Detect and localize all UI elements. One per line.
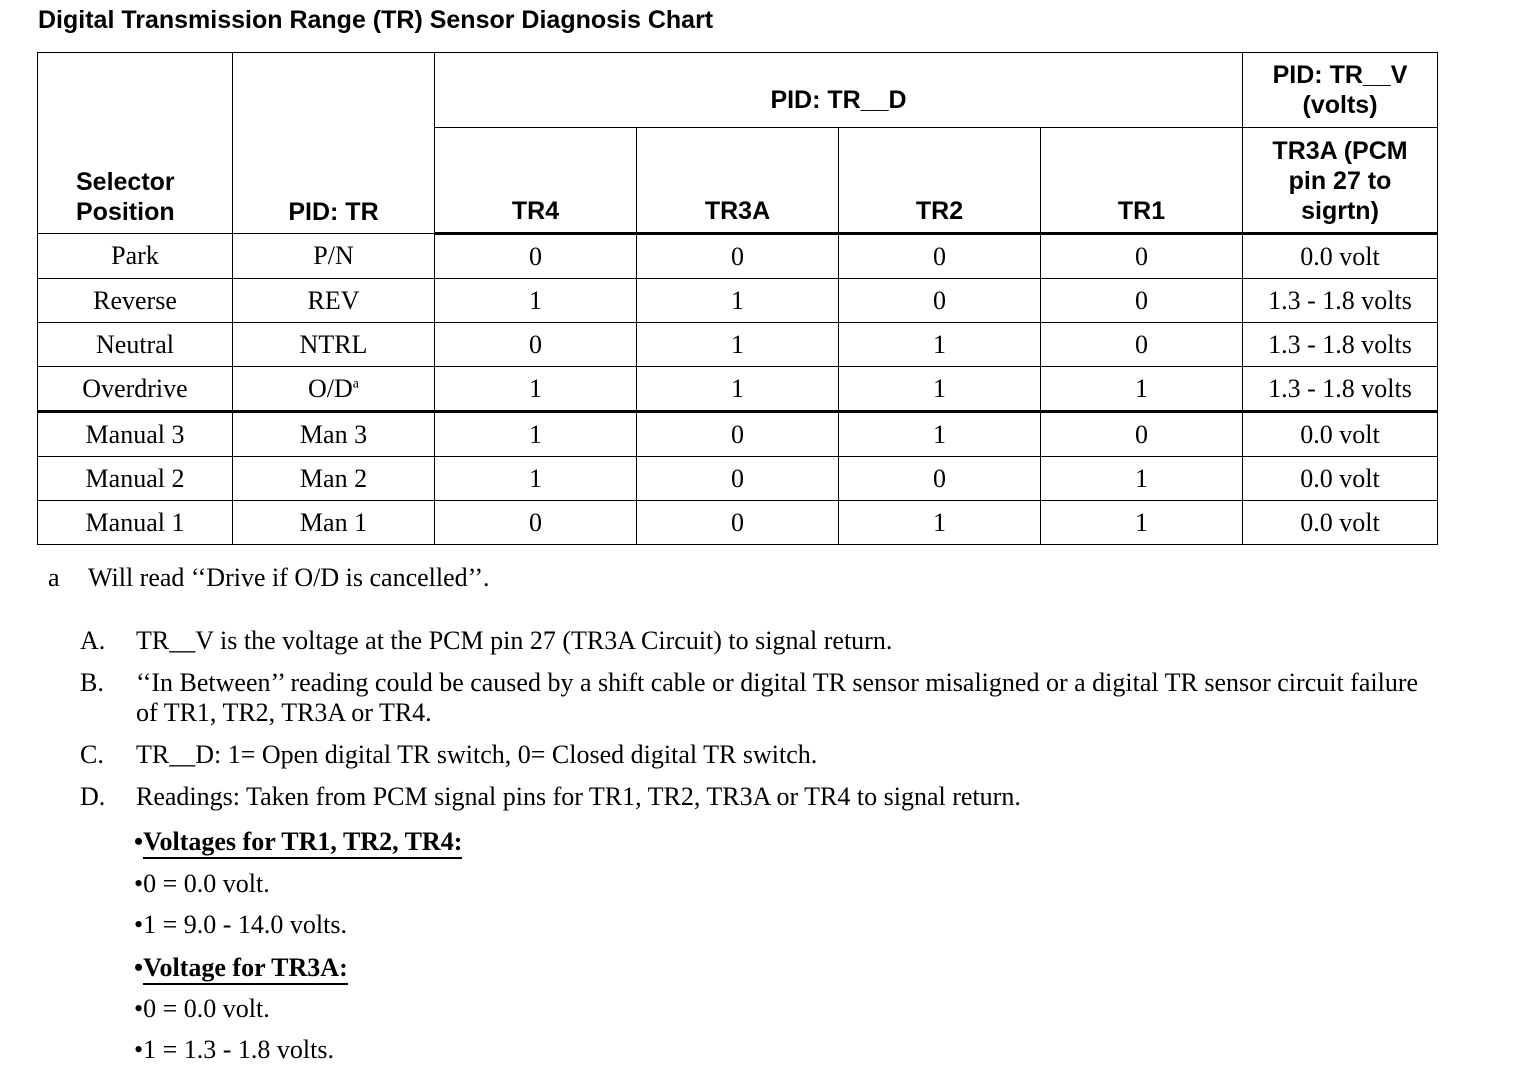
note-c: C. TR__D: 1= Open digital TR switch, 0= Closed digital TR switch. <box>80 740 818 769</box>
cell-tr2: 1 <box>839 367 1041 412</box>
cell-tr3a: 1 <box>637 323 839 367</box>
cell-tr1: 1 <box>1041 367 1243 412</box>
cell-position: Manual 2 <box>38 457 233 501</box>
cell-volts: 0.0 volt <box>1243 457 1438 501</box>
cell-volts: 1.3 - 1.8 volts <box>1243 279 1438 323</box>
voltages-tr124-zero: •0 = 0.0 volt. <box>134 869 270 898</box>
voltages-tr124-heading: •Voltages for TR1, TR2, TR4: <box>134 827 462 857</box>
cell-position: Park <box>38 234 233 279</box>
cell-tr1: 0 <box>1041 323 1243 367</box>
cell-position: Neutral <box>38 323 233 367</box>
cell-position: Reverse <box>38 279 233 323</box>
cell-tr2: 0 <box>839 234 1041 279</box>
cell-volts: 1.3 - 1.8 volts <box>1243 367 1438 412</box>
cell-tr4: 1 <box>435 457 637 501</box>
cell-pid: NTRL <box>233 323 435 367</box>
cell-tr3a: 0 <box>637 412 839 457</box>
cell-tr4: 1 <box>435 279 637 323</box>
footnote-ref: a <box>352 375 359 391</box>
cell-tr2: 0 <box>839 279 1041 323</box>
footnote <box>48 563 490 593</box>
note-d: D. Readings: Taken from PCM signal pins for TR1, TR2, TR3A or TR4 to signal return. <box>80 782 1021 811</box>
cell-tr1: 0 <box>1041 279 1243 323</box>
cell-tr4: 0 <box>435 501 637 545</box>
cell-tr1: 1 <box>1041 501 1243 545</box>
cell-pid: Man 3 <box>233 412 435 457</box>
cell-position: Overdrive <box>38 367 233 412</box>
cell-tr2: 1 <box>839 323 1041 367</box>
cell-volts: 1.3 - 1.8 volts <box>1243 323 1438 367</box>
cell-volts: 0.0 volt <box>1243 234 1438 279</box>
header-pid-tr-d: PID: TR__D <box>435 53 1243 128</box>
cell-tr2: 1 <box>839 412 1041 457</box>
cell-tr4: 0 <box>435 234 637 279</box>
cell-volts: 0.0 volt <box>1243 501 1438 545</box>
note-a: A. TR__V is the voltage at the PCM pin 27 (TR3A Circuit) to signal return. <box>80 626 893 655</box>
cell-tr1: 1 <box>1041 457 1243 501</box>
footnote-mark: a <box>48 563 60 592</box>
cell-tr3a: 0 <box>637 457 839 501</box>
header-tr2: TR2 <box>839 128 1041 234</box>
cell-tr4: 0 <box>435 323 637 367</box>
header-tr3a: TR3A <box>637 128 839 234</box>
cell-tr1: 0 <box>1041 234 1243 279</box>
footnote-text: Will read ‘‘Drive if O/D is cancelled’’. <box>88 563 490 592</box>
header-tr4: TR4 <box>435 128 637 234</box>
cell-tr2: 1 <box>839 501 1041 545</box>
table-row <box>38 412 1438 457</box>
table-row <box>38 323 1438 367</box>
note-b: B. ‘‘In Between’’ reading could be caused by a shift cable or digital TR sensor misaligned or a digital TR sensor circuit failure of TR1, TR2, TR3A or TR4. <box>80 668 1419 727</box>
header-selector-position: Selector Position <box>38 53 233 234</box>
cell-tr4: 1 <box>435 367 637 412</box>
cell-pid: $O/D^a$ <box>233 367 435 412</box>
table-row <box>38 279 1438 323</box>
voltage-tr3a-one: •1 = 1.3 - 1.8 volts. <box>134 1035 334 1064</box>
cell-tr3a: 0 <box>637 501 839 545</box>
voltage-tr3a-zero: •0 = 0.0 volt. <box>134 994 270 1023</box>
voltage-tr3a-heading: •Voltage for TR3A: <box>134 953 348 983</box>
voltages-tr124-one: •1 = 9.0 - 14.0 volts. <box>134 910 347 939</box>
notes-list <box>80 626 1440 824</box>
cell-tr2: 0 <box>839 457 1041 501</box>
page-title: Digital Transmission Range (TR) Sensor Diagnosis Chart <box>38 6 714 34</box>
cell-tr3a: 1 <box>637 279 839 323</box>
table-row <box>38 367 1438 412</box>
cell-position: Manual 3 <box>38 412 233 457</box>
cell-tr3a: 1 <box>637 367 839 412</box>
cell-tr4: 1 <box>435 412 637 457</box>
table-row <box>38 234 1438 279</box>
cell-tr1: 0 <box>1041 412 1243 457</box>
cell-position: Manual 1 <box>38 501 233 545</box>
diagnosis-table <box>37 52 1438 545</box>
cell-tr3a: 0 <box>637 234 839 279</box>
cell-pid: P/N <box>233 234 435 279</box>
header-tr3a-pcm: TR3A (PCM pin 27 to sigrtn) <box>1243 128 1438 234</box>
table-row <box>38 501 1438 545</box>
cell-pid: Man 1 <box>233 501 435 545</box>
cell-pid: REV <box>233 279 435 323</box>
header-pid-tr-v: PID: TR__V (volts) <box>1243 53 1438 128</box>
cell-volts: 0.0 volt <box>1243 412 1438 457</box>
header-pid-tr: PID: TR <box>233 53 435 234</box>
header-tr1: TR1 <box>1041 128 1243 234</box>
cell-pid: Man 2 <box>233 457 435 501</box>
table-row <box>38 457 1438 501</box>
